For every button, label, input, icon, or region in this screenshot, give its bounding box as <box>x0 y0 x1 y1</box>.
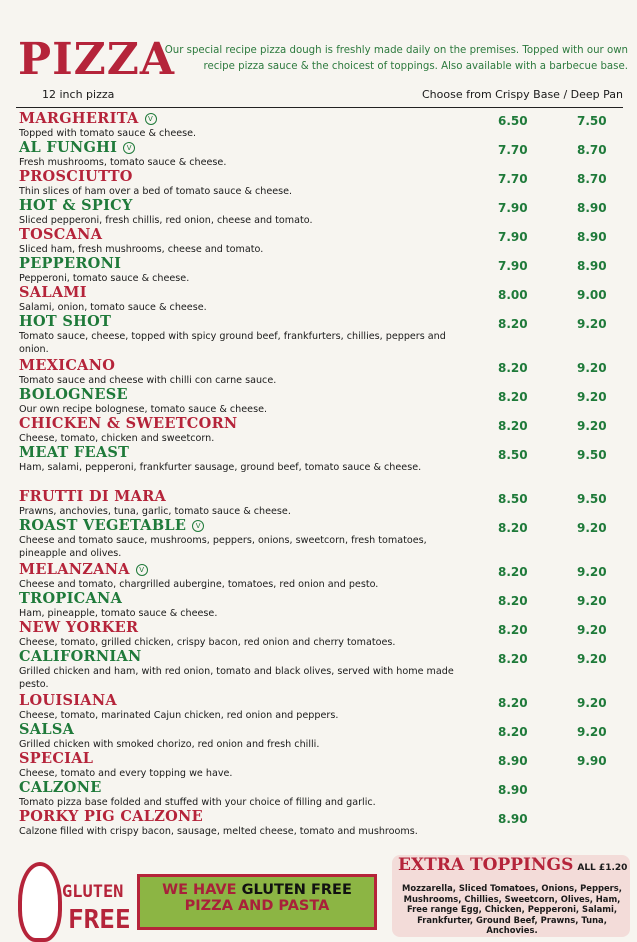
pizza-description: Tomato sauce and cheese with chilli con carne sauce. <box>19 375 277 386</box>
price-crispy-base: 8.20 <box>498 594 528 608</box>
extra-toppings-list: Mozzarella, Sliced Tomatoes, Onions, Peppers, Mushrooms, Chillies, Sweetcorn, Olives, Ham, Free range Egg, Chicken, Pepperoni, Salami, Frankfurter, Ground Beef, Prawns, Tuna, Anchovies. <box>402 883 622 935</box>
pizza-name: HOT SHOT <box>19 313 112 330</box>
pizza-description: Cheese and tomato, chargrilled aubergine, tomatoes, red onion and pesto. <box>19 579 379 590</box>
vegetarian-icon: V <box>136 564 148 576</box>
price-crispy-base: 7.90 <box>498 201 528 215</box>
pizza-description: Sliced pepperoni, fresh chillis, red onion, cheese and tomato. <box>19 215 313 226</box>
price-deep-pan: 9.00 <box>577 288 607 302</box>
pizza-description: Calzone filled with crispy bacon, sausage, melted cheese, tomato and mushrooms. <box>19 826 418 837</box>
pizza-description: Prawns, anchovies, tuna, garlic, tomato sauce & cheese. <box>19 506 291 517</box>
gluten-free-badge-line1: GLUTEN <box>62 882 124 902</box>
pizza-description: Grilled chicken with smoked chorizo, red onion and fresh chilli. <box>19 739 320 750</box>
pizza-name: MELANZANA V <box>19 561 148 579</box>
extra-toppings-title <box>398 855 627 875</box>
pizza-name: MEXICANO <box>19 357 116 374</box>
price-crispy-base: 6.50 <box>498 114 528 128</box>
pizza-name: SALSA <box>19 721 75 738</box>
pizza-description: Cheese, tomato, chicken and sweetcorn. <box>19 433 215 444</box>
price-deep-pan: 9.20 <box>577 317 607 331</box>
pizza-description: Topped with tomato sauce & cheese. <box>19 128 197 139</box>
price-deep-pan: 8.90 <box>577 259 607 273</box>
price-crispy-base: 8.20 <box>498 419 528 433</box>
pizza-description: Cheese, tomato, grilled chicken, crispy bacon, red onion and cherry tomatoes. <box>19 637 396 648</box>
price-deep-pan: 9.20 <box>577 565 607 579</box>
price-crispy-base: 8.20 <box>498 652 528 666</box>
pizza-name: BOLOGNESE <box>19 386 128 403</box>
price-deep-pan: 9.50 <box>577 448 607 462</box>
pizza-name: CALZONE <box>19 779 102 796</box>
base-choice-label: Choose from Crispy Base / Deep Pan <box>421 88 623 101</box>
pizza-description: Salami, onion, tomato sauce & cheese. <box>19 302 207 313</box>
vegetarian-icon: V <box>145 113 157 125</box>
pizza-description: Fresh mushrooms, tomato sauce & cheese. <box>19 157 227 168</box>
price-crispy-base: 8.20 <box>498 317 528 331</box>
price-deep-pan: 9.20 <box>577 594 607 608</box>
price-crispy-base: 7.70 <box>498 143 528 157</box>
pizza-name: PROSCIUTTO <box>19 168 133 185</box>
price-deep-pan: 9.20 <box>577 623 607 637</box>
pizza-name: MARGHERITA V <box>19 110 157 128</box>
price-crispy-base: 8.20 <box>498 623 528 637</box>
gluten-free-banner <box>137 874 377 930</box>
price-deep-pan: 9.20 <box>577 390 607 404</box>
pizza-description: Thin slices of ham over a bed of tomato sauce & cheese. <box>19 186 293 197</box>
pizza-description: Cheese, tomato and every topping we have. <box>19 768 233 779</box>
extra-toppings-heading: EXTRA TOPPINGS <box>398 855 574 875</box>
price-crispy-base: 8.20 <box>498 390 528 404</box>
pizza-description: Tomato pizza base folded and stuffed with your choice of filling and garlic. <box>19 797 376 808</box>
pizza-name: TROPICANA <box>19 590 123 607</box>
price-crispy-base: 8.20 <box>498 361 528 375</box>
price-deep-pan: 9.20 <box>577 696 607 710</box>
pizza-description: Our own recipe bolognese, tomato sauce & cheese. <box>19 404 268 415</box>
price-deep-pan: 9.50 <box>577 492 607 506</box>
price-deep-pan: 8.90 <box>577 230 607 244</box>
page-title: PIZZA <box>18 34 176 85</box>
price-crispy-base: 8.20 <box>498 696 528 710</box>
pizza-name: CALIFORNIAN <box>19 648 142 665</box>
price-deep-pan: 8.90 <box>577 201 607 215</box>
menu-intro: Our special recipe pizza dough is freshly made daily on the premises. Topped with our own recipe pizza sauce & the choicest of toppings. Also available with a barbecue base. <box>164 45 628 72</box>
price-deep-pan: 9.20 <box>577 652 607 666</box>
price-crispy-base: 8.00 <box>498 288 528 302</box>
pizza-name: AL FUNGHI V <box>19 139 135 157</box>
pizza-description: Tomato sauce, cheese, topped with spicy ground beef, frankfurters, chillies, peppers and onion. <box>19 331 446 355</box>
price-deep-pan: 7.50 <box>577 114 607 128</box>
price-deep-pan: 8.70 <box>577 143 607 157</box>
pizza-name: PEPPERONI <box>19 255 122 272</box>
gluten-free-banner-highlight: GLUTEN FREE <box>241 882 352 898</box>
gluten-free-badge-line2: FREE <box>68 905 131 935</box>
extra-toppings-price: ALL £1.20 <box>577 863 628 873</box>
pizza-description: Cheese and tomato sauce, mushrooms, peppers, onions, sweetcorn, fresh tomatoes, pineapple and olives. <box>19 535 427 559</box>
pizza-name: HOT & SPICY <box>19 197 133 214</box>
pizza-name: PORKY PIG CALZONE <box>19 808 203 825</box>
pizza-size-label: 12 inch pizza <box>42 88 115 101</box>
pizza-name: TOSCANA <box>19 226 103 243</box>
price-deep-pan: 8.70 <box>577 172 607 186</box>
pizza-description: Cheese, tomato, marinated Cajun chicken, red onion and peppers. <box>19 710 339 721</box>
pizza-description: Sliced ham, fresh mushrooms, cheese and tomato. <box>19 244 264 255</box>
price-crispy-base: 8.50 <box>498 492 528 506</box>
pizza-description: Ham, pineapple, tomato sauce & cheese. <box>19 608 218 619</box>
pizza-description: Grilled chicken and ham, with red onion, tomato and black olives, served with home made pesto. <box>19 666 454 690</box>
vegetarian-icon: V <box>192 520 204 532</box>
price-deep-pan: 9.20 <box>577 521 607 535</box>
price-crispy-base: 7.70 <box>498 172 528 186</box>
extra-toppings-box <box>392 855 630 937</box>
pizza-name: CHICKEN & SWEETCORN <box>19 415 238 432</box>
price-deep-pan: 9.20 <box>577 361 607 375</box>
price-crispy-base: 8.20 <box>498 725 528 739</box>
price-crispy-base: 7.90 <box>498 259 528 273</box>
price-deep-pan: 9.20 <box>577 419 607 433</box>
pizza-name: LOUISIANA <box>19 692 117 709</box>
price-crispy-base: 8.20 <box>498 521 528 535</box>
gluten-free-banner-line2: PIZZA AND PASTA <box>184 898 330 914</box>
gluten-free-banner-line1 <box>140 882 374 898</box>
pizza-name: ROAST VEGETABLE V <box>19 517 204 535</box>
gluten-free-section <box>0 852 380 937</box>
gluten-free-badge <box>8 860 131 940</box>
price-crispy-base: 8.50 <box>498 448 528 462</box>
price-crispy-base: 8.90 <box>498 783 528 797</box>
price-deep-pan: 9.90 <box>577 754 607 768</box>
price-crispy-base: 8.90 <box>498 812 528 826</box>
pizza-description: Ham, salami, pepperoni, frankfurter sausage, ground beef, tomato sauce & cheese. <box>19 462 422 473</box>
price-crispy-base: 8.90 <box>498 754 528 768</box>
pizza-name: NEW YORKER <box>19 619 139 636</box>
vegetarian-icon: V <box>123 142 135 154</box>
pizza-name: MEAT FEAST <box>19 444 130 461</box>
wheat-icon <box>18 862 62 942</box>
price-deep-pan: 9.20 <box>577 725 607 739</box>
pizza-name: FRUTTI DI MARA <box>19 488 167 505</box>
pizza-description: Pepperoni, tomato sauce & cheese. <box>19 273 190 284</box>
price-crispy-base: 7.90 <box>498 230 528 244</box>
pizza-name: SPECIAL <box>19 750 94 767</box>
gluten-free-banner-prefix: WE HAVE <box>162 882 242 898</box>
pizza-name: SALAMI <box>19 284 87 301</box>
column-header <box>16 85 623 108</box>
price-crispy-base: 8.20 <box>498 565 528 579</box>
